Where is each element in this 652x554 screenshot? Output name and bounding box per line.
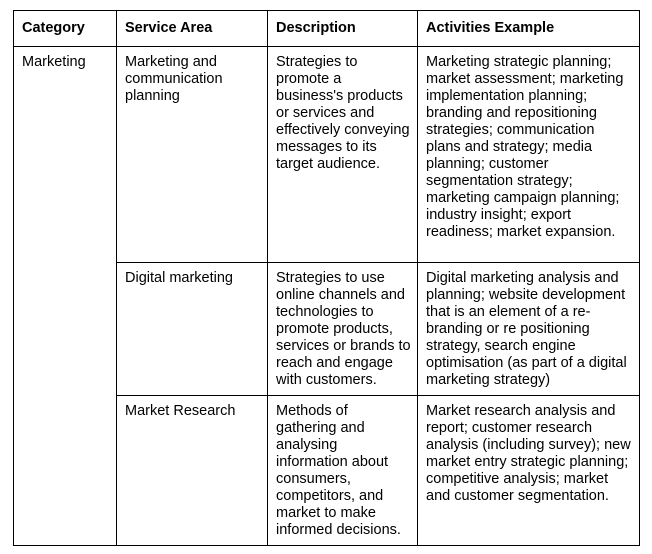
service-area-cell: Digital marketing xyxy=(117,263,268,396)
activities-cell: Marketing strategic planning; market assessment; marketing implementation planning; branding and repositioning strategies; communication plans and strategy; media planning; customer segmentation strategy; marketing campaign planning; industry insight; export readiness; market expansion. xyxy=(418,47,640,263)
category-cell: Marketing xyxy=(14,47,117,546)
header-description: Description xyxy=(268,11,418,47)
description-cell: Methods of gathering and analysing information about consumers, competitors, and market to make informed decisions. xyxy=(268,396,418,546)
service-area-cell: Marketing and communication planning xyxy=(117,47,268,263)
description-cell: Strategies to promote a business's products or services and effectively conveying messages to its target audience. xyxy=(268,47,418,263)
service-area-cell: Market Research xyxy=(117,396,268,546)
description-cell: Strategies to use online channels and technologies to promote products, services or brands to reach and engage with customers. xyxy=(268,263,418,396)
header-category: Category xyxy=(14,11,117,47)
table-header xyxy=(14,11,640,47)
table-body xyxy=(14,47,640,546)
header-service-area: Service Area xyxy=(117,11,268,47)
table-row xyxy=(14,47,640,263)
activities-cell: Market research analysis and report; customer research analysis (including survey); new market entry strategic planning; competitive analysis; market and customer segmentation. xyxy=(418,396,640,546)
activities-cell: Digital marketing analysis and planning; website development that is an element of a re-branding or re positioning strategy, search engine optimisation (as part of a digital marketing strategy) xyxy=(418,263,640,396)
header-activities-example: Activities Example xyxy=(418,11,640,47)
header-row xyxy=(14,11,640,47)
services-table xyxy=(13,10,640,546)
